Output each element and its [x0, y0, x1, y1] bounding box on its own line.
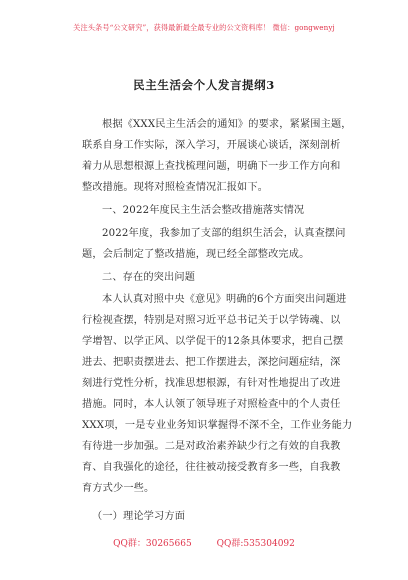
document-title: 民主生活会个人发言提纲3	[133, 78, 275, 92]
body-line: 联系自身工作实际，深入学习，开展谈心谈话，深刻剖析	[82, 140, 341, 151]
body-line: 措施。同时，本人认领了领导班子对照检查中的个人责任	[82, 399, 341, 410]
body-line: 行检视查摆，特别是对照习近平总书记关于以学铸魂、以	[82, 315, 341, 326]
body-line: 学增智、以学正风、以学促干的12条具体要求，把自己摆	[82, 336, 344, 347]
footer-qq-group-1: QQ群：30265665	[113, 539, 192, 549]
header-banner: 关注头条号“公文研究”，获得最新最全最专业的公文资料库！ 微信：gongwenyj	[73, 23, 335, 32]
body-line: 题，会后制定了整改措施，现已经全部整改完成。	[82, 249, 310, 260]
body-line: 根据《XXX民主生活会的通知》的要求，紧紧围主题，	[102, 119, 352, 130]
body-line: XXX项，一是专业业务知识掌握得不深不全，工作业务能力	[82, 420, 353, 431]
section-heading: 一、2022年度民主生活会整改措施落实情况	[102, 205, 305, 216]
body-line: 育、自我强化的途径，往往被动接受教育多一些，自我教	[82, 462, 341, 473]
body-line: 刻进行党性分析，找准思想根源，有针对性地提出了改进	[82, 378, 341, 389]
body-line: 本人认真对照中央《意见》明确的6个方面突出问题进	[102, 294, 347, 305]
body-line: 有待进一步加强。二是对政治素养缺少行之有效的自我教	[82, 441, 341, 452]
footer	[0, 536, 408, 549]
footer-qq-group-2: QQ群:535304092	[216, 539, 295, 549]
body-line: 育方式少一些。	[82, 483, 155, 494]
body-line: 2022年度，我参加了支部的组织生活会，认真查摆问	[102, 228, 346, 239]
body-line: 进去、把职责摆进去、把工作摆进去，深挖问题症结，深	[82, 357, 341, 368]
body-line: 整改措施。现将对照检查情况汇报如下。	[82, 182, 269, 193]
section-heading: 二、存在的突出问题	[102, 272, 196, 283]
subsection-heading: （一）理论学习方面	[92, 511, 186, 522]
body-line: 着力从思想根源上查找梳理问题，明确下一步工作方向和	[82, 161, 341, 172]
